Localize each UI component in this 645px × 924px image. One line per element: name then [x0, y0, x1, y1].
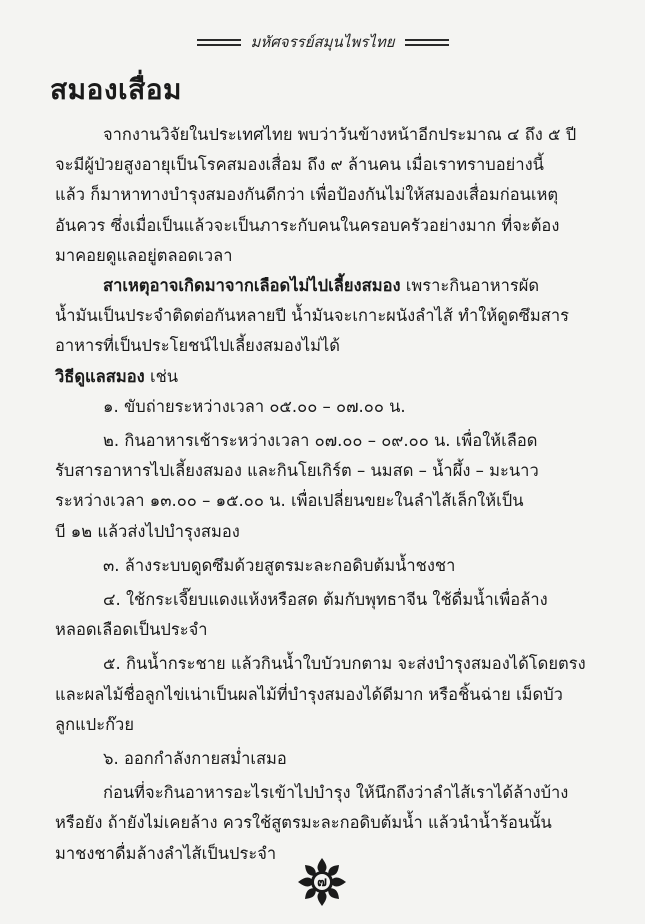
header-rule-left [197, 39, 241, 46]
cause-text: เพราะกินอาหารผัด [400, 276, 540, 296]
text-line: รับสารอาหารไปเลี้ยงสมอง และกินโยเกิร์ต – นมสด – น้ำผึ้ง – มะนาว [55, 461, 539, 481]
text-line: อันควร ซึ่งเมื่อเป็นแล้วจะเป็นภาระกับคนในครอบครัวอย่างมาก ที่จะต้อง [55, 215, 560, 235]
text-line: จากงานวิจัยในประเทศไทย พบว่าวันข้างหน้าอีกประมาณ ๔ ถึง ๕ ปี [103, 125, 577, 144]
text-line: ก่อนที่จะกินอาหารอะไรเข้าไปบำรุง ให้นึกถึงว่าลำไส้เราได้ล้างบ้าง [103, 783, 569, 803]
text-line: ระหว่างเวลา ๑๓.๐๐ – ๑๕.๐๐ น. เพื่อเปลี่ยนขยะในลำไส้เล็กให้เป็น [55, 491, 524, 511]
list-item [55, 585, 615, 645]
text-line: บี ๑๒ แล้วส่งไปบำรุงสมอง [55, 521, 240, 541]
paragraph-cause [55, 271, 615, 362]
body-text [55, 120, 615, 869]
text-line: ๑. ขับถ่ายระหว่างเวลา ๐๕.๐๐ – ๐๗.๐๐ น. [103, 396, 406, 416]
text-line: มาชงชาดื่มล้างลำไส้เป็นประจำ [55, 843, 277, 863]
text-line [55, 271, 615, 301]
text-line: น้ำมันเป็นประจำติดต่อกันหลายปี น้ำมันจะเกาะผนังลำไส้ ทำให้ดูดซึมสาร [55, 306, 569, 326]
text-line: อาหารที่เป็นประโยชน์ไปเลี้ยงสมองไม่ได้ [55, 336, 341, 356]
text-line: จะมีผู้ป่วยสูงอายุเป็นโรคสมองเสื่อม ถึง ๙ ล้านคน เมื่อเราทราบอย่างนี้ [55, 155, 544, 175]
text-line: ๔. ใช้กระเจี๊ยบแดงแห้งหรือสด ต้มกับพุทธาจีน ใช้ดื่มน้ำเพื่อล้าง [103, 590, 548, 610]
cause-heading: สาเหตุอาจเกิดมาจากเลือดไม่ไปเลี้ยงสมอง [103, 276, 401, 296]
care-heading-line [55, 362, 615, 392]
text-line: ๓. ล้างระบบดูดซึมด้วยสูตรมะละกอดิบต้มน้ำชงชา [103, 555, 456, 575]
text-line: ลูกแปะก๊วย [55, 714, 134, 734]
header-rule-right [405, 39, 449, 46]
running-title: มหัศจรรย์สมุนไพรไทย [250, 33, 395, 51]
text-line: ๕. กินน้ำกระชาย แล้วกินน้ำใบบัวบกตาม จะส่งบำรุงสมองได้โดยตรง [103, 654, 586, 674]
text-line: หรือยัง ถ้ายังไม่เคยล้าง ควรใช้สูตรมะละกอดิบต้มน้ำ แล้วนำน้ำร้อนนั้น [55, 813, 552, 833]
page-title: สมองเสื่อม [50, 73, 182, 106]
text-line: ๒. กินอาหารเช้าระหว่างเวลา ๐๗.๐๐ – ๐๙.๐๐ น. เพื่อให้เลือด [103, 431, 538, 451]
running-header [0, 30, 645, 54]
list-item [55, 649, 615, 740]
text-line: แล้ว ก็มาหาทางบำรุงสมองกันดีกว่า เพื่อป้องกันไม่ให้สมองเสื่อมก่อนเหตุ [55, 185, 559, 205]
paragraph-intro [55, 120, 615, 271]
page-number: ๗ [317, 875, 327, 890]
page-number-ornament [296, 856, 348, 908]
text-line: และผลไม้ชื่อลูกไข่เน่าเป็นผลไม้ที่บำรุงสมองได้ดีมาก หรือชิ้นฉ่าย เม็ดบัว [55, 684, 563, 704]
list-item [55, 551, 615, 581]
list-item [55, 744, 615, 774]
care-heading-suffix: เช่น [144, 366, 179, 386]
text-line: หลอดเลือดเป็นประจำ [55, 620, 208, 640]
text-line: มาคอยดูแลอยู่ตลอดเวลา [55, 245, 233, 265]
care-heading: วิธีดูแลสมอง [55, 366, 145, 386]
list-item [55, 426, 615, 547]
text-line: ๖. ออกกำลังกายสม่ำเสมอ [103, 749, 287, 769]
list-item [55, 392, 615, 422]
